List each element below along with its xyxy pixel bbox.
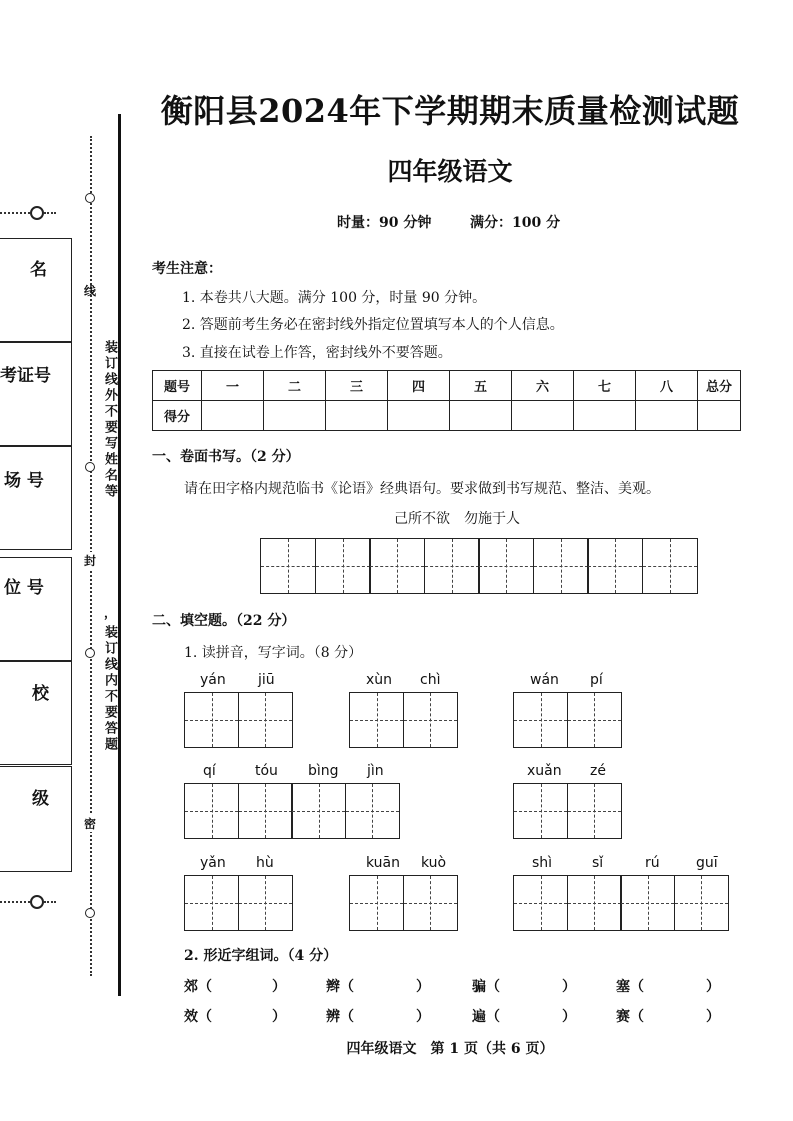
score-header-cell: 一 xyxy=(202,371,264,401)
word-blank-open[interactable]: 遍（ xyxy=(472,1009,500,1025)
binding-note-inner: 装订线内不要答题 xyxy=(102,625,117,753)
word-blank-open[interactable]: 赛（ xyxy=(616,1009,644,1025)
exam-id-field[interactable] xyxy=(0,342,72,446)
pinyin: jiū xyxy=(258,672,275,688)
word-blank-open[interactable]: 塞（ xyxy=(616,979,644,995)
pinyin: kuò xyxy=(421,855,447,871)
word-blank-close: ） xyxy=(706,979,720,995)
line-char: 线 xyxy=(84,284,97,298)
page-footer: 四年级语文 第 1 页（共 6 页） xyxy=(346,1041,554,1057)
pinyin: sǐ xyxy=(592,855,604,871)
answer-grid-wanpi[interactable] xyxy=(513,692,622,748)
answer-grid-yanjiu[interactable] xyxy=(184,692,293,748)
answer-grid-yanhu[interactable] xyxy=(184,875,293,931)
pinyin: xuǎn xyxy=(527,763,562,779)
tian-cell[interactable] xyxy=(674,875,729,931)
score-row-label: 得分 xyxy=(153,401,202,431)
tian-cell[interactable] xyxy=(291,783,346,839)
score-cell[interactable] xyxy=(698,401,741,431)
pinyin: guī xyxy=(696,855,718,871)
word-blank-close: ） xyxy=(562,979,576,995)
word-blank-open[interactable]: 辨（ xyxy=(326,1009,354,1025)
pinyin: yán xyxy=(200,672,226,688)
answer-grid-qitoubingjin[interactable] xyxy=(184,783,400,839)
word-blank-close: ） xyxy=(706,1009,720,1025)
section1-quote: 己所不欲 勿施于人 xyxy=(394,511,520,527)
tian-cell[interactable] xyxy=(533,538,589,594)
score-cell[interactable] xyxy=(326,401,388,431)
q2-prompt: 2. 形近字组词。（4 分） xyxy=(184,948,338,964)
pinyin: kuān xyxy=(366,855,401,871)
word-blank-open[interactable]: 骗（ xyxy=(472,979,500,995)
tian-cell[interactable] xyxy=(184,783,239,839)
tian-cell[interactable] xyxy=(567,692,622,748)
seat-label: 位 号 xyxy=(4,578,44,598)
score-cell[interactable] xyxy=(636,401,698,431)
pinyin: zé xyxy=(590,763,606,779)
pinyin: rú xyxy=(645,855,660,871)
score-cell[interactable] xyxy=(264,401,326,431)
score-table-header-row xyxy=(153,371,741,401)
bottom-seal-circle xyxy=(30,895,44,909)
score-table-score-row xyxy=(153,401,741,431)
tian-cell[interactable] xyxy=(424,538,480,594)
tian-cell[interactable] xyxy=(567,875,622,931)
seal-circle-3 xyxy=(85,648,95,658)
tian-cell[interactable] xyxy=(349,875,404,931)
section1-heading: 一、卷面书写。（2 分） xyxy=(152,449,300,465)
name-label: 名 xyxy=(30,260,47,280)
tian-cell[interactable] xyxy=(238,783,293,839)
pinyin: hù xyxy=(256,855,274,871)
pinyin: bìng xyxy=(308,763,339,779)
score-cell[interactable] xyxy=(450,401,512,431)
seal-circle-2 xyxy=(85,462,95,472)
section1-instruction: 请在田字格内规范临书《论语》经典语句。要求做到书写规范、整洁、美观。 xyxy=(184,481,660,497)
tian-cell[interactable] xyxy=(238,692,293,748)
tian-cell[interactable] xyxy=(513,692,568,748)
tian-cell[interactable] xyxy=(260,538,316,594)
score-header-cell: 六 xyxy=(512,371,574,401)
pinyin: yǎn xyxy=(200,855,226,871)
school-field[interactable] xyxy=(0,661,72,765)
bottom-dotted-line xyxy=(0,901,30,903)
score-cell[interactable] xyxy=(574,401,636,431)
score-header-cell: 题号 xyxy=(153,371,202,401)
pinyin: pí xyxy=(590,672,603,688)
exam-subtitle: 四年级语文 xyxy=(387,157,513,186)
tian-cell[interactable] xyxy=(345,783,400,839)
pinyin: tóu xyxy=(255,763,278,779)
notice-heading: 考生注意： xyxy=(152,261,222,277)
tian-cell[interactable] xyxy=(184,875,239,931)
word-blank-close: ） xyxy=(272,979,286,995)
seal-circle-4 xyxy=(85,908,95,918)
score-header-cell: 总分 xyxy=(698,371,741,401)
answer-grid-shisirugui[interactable] xyxy=(513,875,729,931)
pinyin: qí xyxy=(203,763,216,779)
tian-cell[interactable] xyxy=(478,538,534,594)
top-dotted-line xyxy=(0,212,30,214)
pinyin: shì xyxy=(532,855,553,871)
pinyin: wán xyxy=(530,672,559,688)
notice-item-1: 1. 本卷共八大题。满分 100 分，时量 90 分钟。 xyxy=(182,290,487,306)
tian-cell[interactable] xyxy=(620,875,675,931)
tian-cell[interactable] xyxy=(513,783,568,839)
binding-note-outer: 装订线外不要写姓名等 xyxy=(102,340,117,500)
top-dotted-line-2 xyxy=(44,212,56,214)
score-header-cell: 七 xyxy=(574,371,636,401)
word-blank-open[interactable]: 辫（ xyxy=(326,979,354,995)
answer-grid-kuankuo[interactable] xyxy=(349,875,458,931)
score-header-cell: 五 xyxy=(450,371,512,401)
exam-title: 衡阳县2024年下学期期末质量检测试题 xyxy=(160,92,740,130)
top-seal-circle xyxy=(30,206,44,220)
calligraphy-grid[interactable] xyxy=(260,538,698,594)
room-field[interactable] xyxy=(0,446,72,550)
tian-cell[interactable] xyxy=(642,538,698,594)
word-blank-close: ） xyxy=(416,979,430,995)
answer-grid-xunchi[interactable] xyxy=(349,692,458,748)
score-cell[interactable] xyxy=(512,401,574,431)
word-blank-close: ） xyxy=(416,1009,430,1025)
score-header-cell: 四 xyxy=(388,371,450,401)
tian-cell[interactable] xyxy=(587,538,643,594)
answer-grid-xuanze[interactable] xyxy=(513,783,622,839)
word-blank-close: ） xyxy=(562,1009,576,1025)
score-header-cell: 三 xyxy=(326,371,388,401)
score-header-cell: 二 xyxy=(264,371,326,401)
tian-cell[interactable] xyxy=(238,875,293,931)
word-blank-open[interactable]: 效（ xyxy=(184,1009,212,1025)
tian-cell[interactable] xyxy=(567,783,622,839)
seal-char-mi: 密 xyxy=(84,817,97,831)
class-label: 级 xyxy=(32,789,49,809)
exam-id-label: 考证号 xyxy=(0,366,51,386)
binding-comma: ， xyxy=(104,606,117,620)
section2-heading: 二、填空题。（22 分） xyxy=(152,613,296,629)
notice-item-3: 3. 直接在试卷上作答，密封线外不要答题。 xyxy=(182,345,452,361)
school-label: 校 xyxy=(32,684,49,704)
tian-cell[interactable] xyxy=(403,692,458,748)
tian-cell[interactable] xyxy=(403,875,458,931)
tian-cell[interactable] xyxy=(513,875,568,931)
score-table xyxy=(152,370,741,431)
tian-cell[interactable] xyxy=(369,538,425,594)
tian-cell[interactable] xyxy=(184,692,239,748)
bottom-dotted-line-2 xyxy=(44,901,56,903)
tian-cell[interactable] xyxy=(315,538,371,594)
class-field[interactable] xyxy=(0,766,72,872)
pinyin: xùn xyxy=(366,672,393,688)
seal-circle-1 xyxy=(85,193,95,203)
word-blank-open[interactable]: 郊（ xyxy=(184,979,212,995)
score-cell[interactable] xyxy=(202,401,264,431)
score-cell[interactable] xyxy=(388,401,450,431)
name-field[interactable] xyxy=(0,238,72,342)
word-blank-close: ） xyxy=(272,1009,286,1025)
pinyin: chì xyxy=(420,672,441,688)
notice-item-2: 2. 答题前考生务必在密封线外指定位置填写本人的个人信息。 xyxy=(182,317,564,333)
q1-prompt: 1. 读拼音，写字词。（8 分） xyxy=(184,645,363,661)
seal-char-feng: 封 xyxy=(84,554,97,568)
tian-cell[interactable] xyxy=(349,692,404,748)
score-header-cell: 八 xyxy=(636,371,698,401)
full-score: 满分：100 分 xyxy=(470,215,561,231)
pinyin: jìn xyxy=(367,763,384,779)
time-limit: 时量：90 分钟 xyxy=(337,215,432,231)
room-label: 场 号 xyxy=(4,471,44,491)
binding-border xyxy=(118,114,121,996)
